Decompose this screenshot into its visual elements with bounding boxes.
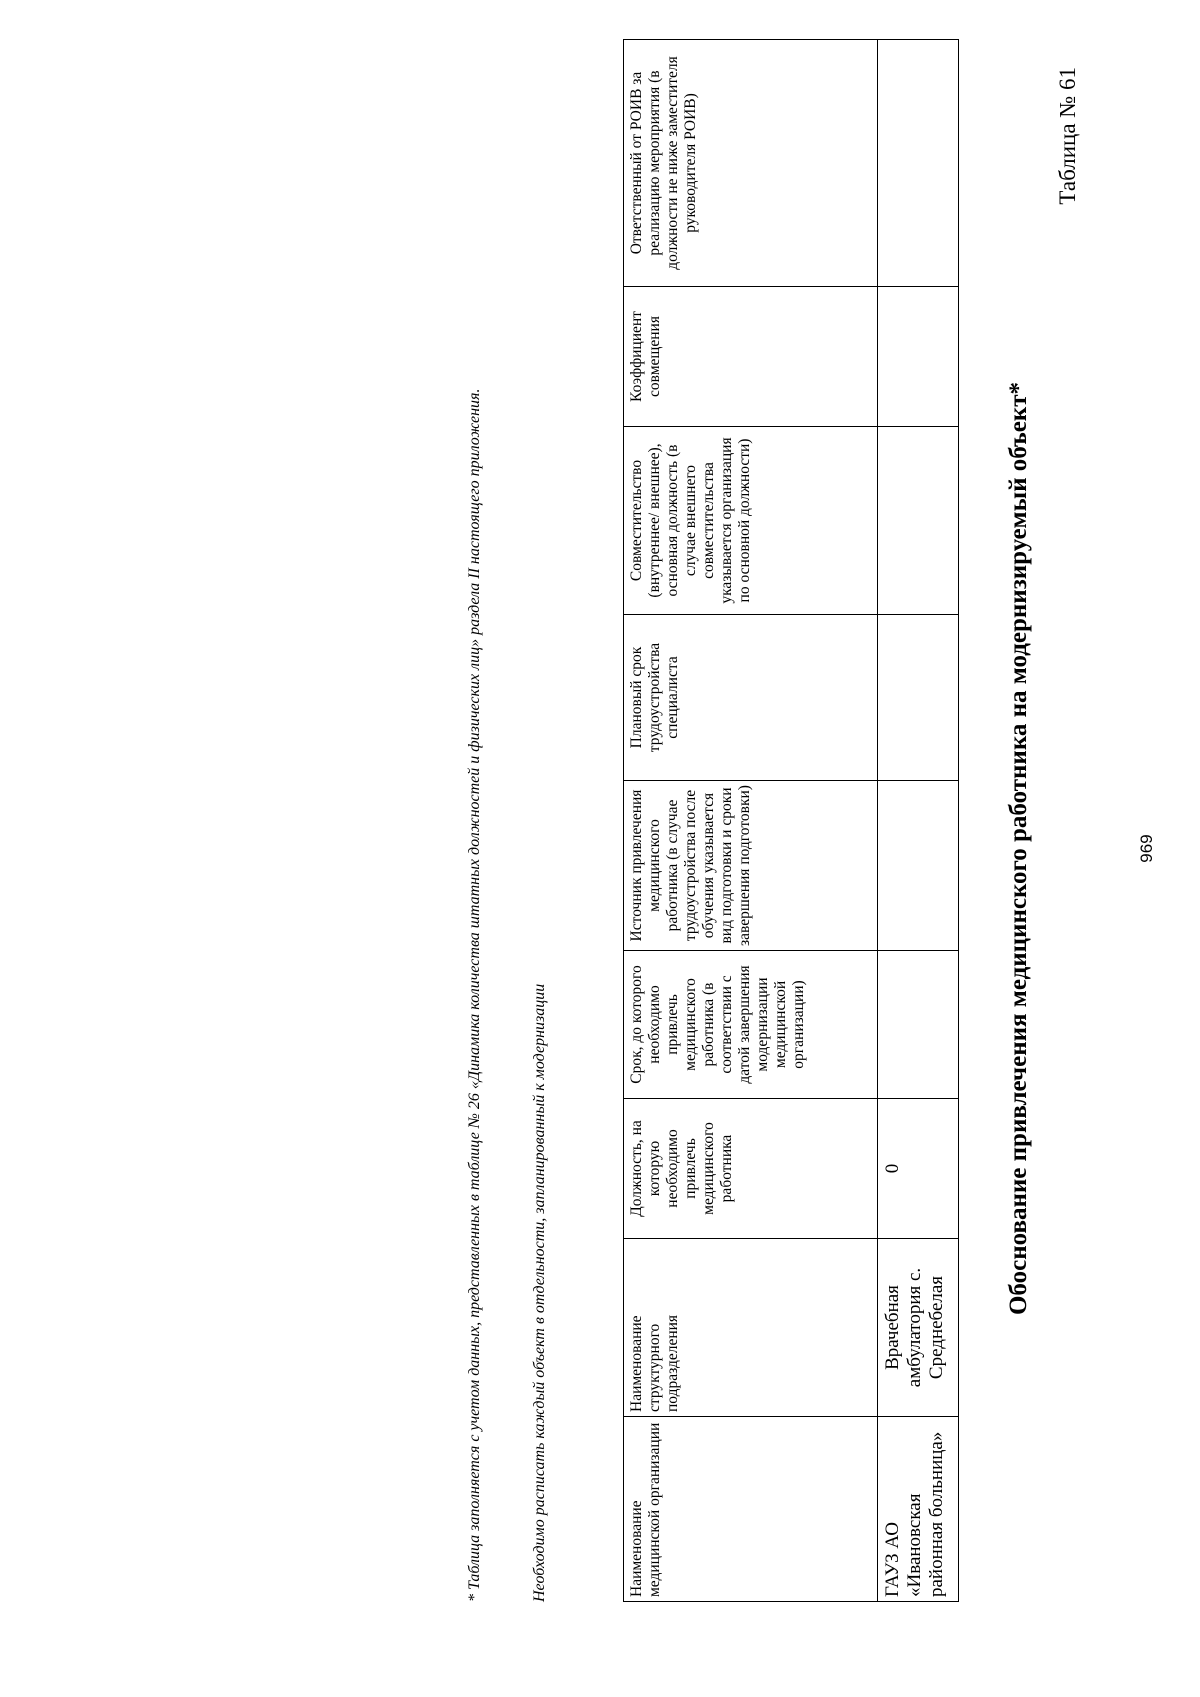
main-table bbox=[623, 39, 959, 1602]
table-number: Таблица № 61 bbox=[1055, 67, 1080, 205]
cell-planned-date bbox=[878, 615, 959, 781]
header-cell-deadline: Срок, до которого необходимо привлечь медицинского работника (в соответствии с датой завершения модернизации медицинской организации) bbox=[624, 951, 878, 1099]
header-cell-organization: Наименование медицинской организации bbox=[624, 1417, 878, 1602]
header-cell-planned-date: Плановый срок трудоустройства специалиста bbox=[624, 615, 878, 781]
cell-deadline bbox=[878, 951, 959, 1099]
cell-combination bbox=[878, 427, 959, 615]
page-number: 969 bbox=[1137, 834, 1156, 863]
document-title: Обоснование привлечения медицинского работника на модернизируемый объект* bbox=[1005, 382, 1032, 1316]
table-row bbox=[878, 40, 959, 1602]
table-header-row bbox=[624, 40, 878, 1602]
note-instructions: Необходимо расписать каждый объект в отдельности, запланированный к модернизации bbox=[531, 983, 548, 1602]
cell-source bbox=[878, 781, 959, 951]
header-cell-source: Источник привлечения медицинского работника (в случае трудоустройства после обучения указывается вид подготовки и сроки завершения подготовки) bbox=[624, 781, 878, 951]
header-cell-coefficient: Коэффициент совмещения bbox=[624, 287, 878, 427]
cell-responsible bbox=[878, 40, 959, 287]
header-cell-subdivision: Наименование структурного подразделения bbox=[624, 1239, 878, 1417]
cell-coefficient bbox=[878, 287, 959, 427]
header-cell-responsible: Ответственный от РОИВ за реализацию мероприятия (в должности не ниже заместителя руководителя РОИВ) bbox=[624, 40, 878, 287]
header-cell-position: Должность, на которую необходимо привлечь медицинского работника bbox=[624, 1099, 878, 1239]
cell-subdivision: Врачебная амбулатория с. Среднебелая bbox=[878, 1239, 959, 1417]
footnote: * Таблица заполняется с учетом данных, представленных в таблице № 26 «Динамика количества штатных должностей и физических лиц» раздела II настоящего приложения. bbox=[466, 388, 483, 1602]
header-cell-combination: Совместительство (внутреннее/ внешнее), основная должность (в случае внешнего совместительства указывается организация по основной должности) bbox=[624, 427, 878, 615]
cell-organization: ГАУЗ АО «Ивановская районная больница» bbox=[878, 1417, 959, 1602]
cell-position: 0 bbox=[878, 1099, 959, 1239]
